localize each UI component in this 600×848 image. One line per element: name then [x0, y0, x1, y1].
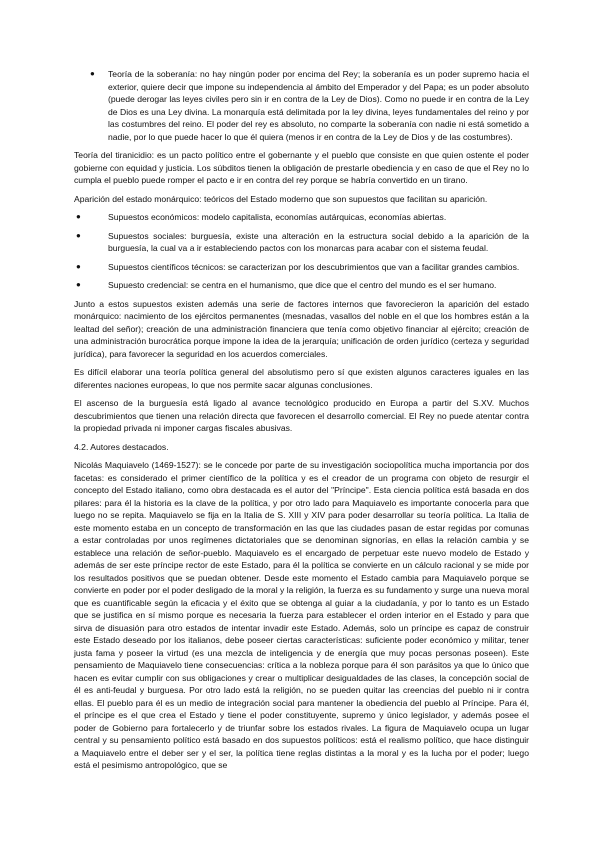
- bullet-icon: ●: [76, 212, 81, 221]
- paragraph-aparicion: Aparición del estado monárquico: teóricos del Estado moderno que son supuestos que facilitan su aparición.: [74, 193, 488, 204]
- paragraph-ascenso: El ascenso de la burguesía está ligado al avance tecnológico producido en Europa a partir del S.XV. Muchos descubrimientos que tienen una relación directa que favorecen el desarrollo comercial. El Rey no puede atentar contra la propiedad privada ni imponer cargas fiscales abusivas.: [74, 398, 529, 433]
- list-item-supuesto-social: [74, 230, 529, 255]
- document-body: [74, 68, 529, 778]
- supuesto-text: Supuestos científicos técnicos: se caracterizan por los descubrimientos que van a facilitar grandes cambios.: [108, 261, 520, 272]
- bullet-icon: ●: [76, 280, 81, 289]
- list-item-sovereignty: [74, 68, 529, 143]
- paragraph-maquiavelo: Nicolás Maquiavelo (1469-1527): se le concede por parte de su investigación sociopolítica mucha importancia por dos facetas: es considerado el primer científico de la política y es el creador de un programa con objeto de resurgir el concepto del Estado italiano, como obra destacada es el autor del "Príncipe". Esta ciencia política está basada en dos pilares: para él la historia es la clave de la política, y por otro lado para Maquiavelo es importante conocerla para que luego no se repita. Maquiavelo se fija en la Italia de S. XIII y XIV para poder desarrollar su teoría política. La Italia de este momento estaba en un concepto de transformación en las que las ciudades pasan de estar regidas por comunas a estar controladas por unos regímenes dictatoriales que se denominan signorías, en ellas la relación cambia y se establece una relación de señor-pueblo. Maquiavelo es el encargado de perpetuar este nuevo modelo de Estado y además de ser este príncipe rector de este Estado, para él la política se convierte en un cálculo racional y se mide por los resultados positivos que se puedan obtener. Desde este momento el Estado cambia para Maquiavelo porque se convierte en poder por el poder desligado de la moral y la religión, la fuerza es su fundamento y surge una nueva moral que es cuantificable según la eficacia y el éxito que se obtenga al guiar a la ciudadanía, y por lo tanto es un Estado que se justifica en sí mismo porque es necesaria la fuerza para establecer el orden interior en el Estado y para que sirva de disuasión para otro estados de intentar invadir este Estado. Además, solo un príncipe es capaz de construir este Estado deseado por los italianos, debe poseer ciertas características: suficiente poder económico y militar, tener justa fama y poseer la virtud (es una mezcla de inteligencia y de energía que muy pocas personas poseen). Este pensamiento de Maquiavelo tiene consecuencias: crítica a la nobleza porque para él son parásitos ya que lo único que hacen es evitar cumplir con sus obligaciones y crear o multiplicar desigualdades de las clases, la concepción social de él es anti-feudal y burguesa. Por otro lado está la religión, no se pueden quitar las creencias del pueblo ni ir contra ellas. El pueblo para él es un medio de integración social para mantener la obediencia del pueblo al Príncipe. Para él, el príncipe es el que crea el Estado y tiene el poder constituyente, supremo y único legislador, y además posee el poder de Gobierno para fortalecerlo y de triunfar sobre los estados rivales. La figura de Maquiavelo ocupa un lugar central y su pensamiento político está basado en dos supuestos políticos: está el realismo político, que hace distinguir a Maquiavelo entre el deber ser y el ser, la política tiene reglas distintas a la moral y es la lucha por el poder; luego está el pesimismo antropológico, que se: [74, 460, 529, 770]
- supuesto-text: Supuestos sociales: burguesía, existe una alteración en la estructura social debido a la aparición de la burguesía, la cual va a ir estableciendo pactos con los monarcas para acabar con el sistema feudal.: [108, 230, 529, 253]
- paragraph-tiranicidio: Teoría del tiranicidio: es un pacto político entre el gobernante y el pueblo que consiste en que quien ostente el poder gobierne con equidad y justicia. Los súbditos tienen la obligación de prestarle obediencia y en caso de que el Rey no lo cumpla el pueblo puede romper el pacto e ir en contra del rey porque se habría convertido en un tirano.: [74, 150, 529, 185]
- list-item-supuesto-credencial: [74, 279, 529, 292]
- bullet-icon: ●: [76, 261, 81, 271]
- paragraph-junto: Junto a estos supuestos existen además una serie de factores internos que favorecieron la aparición del estado monárquico: nacimiento de los ejércitos permanentes (mesnadas, vasallos del noble en el que los hombres están a la lealtad del señor); creación de una administración financiera que tenía como objetivo financiar al ejército; creación de una administración burocrática porque impone la idea de la jerarquía; unificación de orden jurídico (certeza y seguridad jurídica), para favorecer la seguridad en los acuerdos comerciales.: [74, 298, 529, 359]
- supuesto-text: Supuesto credencial: se centra en el humanismo, que dice que el centro del mundo es el ser humano.: [108, 280, 497, 290]
- list-item-supuesto-cientifico: [74, 261, 529, 274]
- sovereignty-text: Teoría de la soberanía: no hay ningún poder por encima del Rey; la soberanía es un poder supremo hacia el exterior, quiere decir que impone su independencia al ámbito del Emperador y del Papa; es un poder absoluto (puede derogar las leyes civiles pero sin ir en contra de la Ley de Dios). Como no puede ir en contra de la Ley de Dios es una Ley divina. La monarquía está delimitada por la ley divina, leyes fundamentales del reino y por las costumbres del reino. El poder del rey es absoluto, no comparte la soberanía con nadie ni está sometido a nadie, por lo que puede hacer lo que él quiera (menos ir en contra de la Ley de Dios y de las costumbres).: [108, 69, 529, 142]
- list-item-supuesto-economico: [74, 211, 529, 224]
- supuesto-text: Supuestos económicos: modelo capitalista, economías autárquicas, economías abiertas.: [108, 212, 447, 222]
- bullet-icon: ●: [76, 230, 81, 240]
- paragraph-dificil: Es difícil elaborar una teoría política general del absolutismo pero sí que existen algunos caracteres iguales en las diferentes naciones europeas, lo que nos permite sacar algunas conclusiones.: [74, 367, 529, 390]
- bullet-icon: ●: [90, 69, 95, 78]
- section-heading: 4.2. Autores destacados.: [74, 441, 169, 452]
